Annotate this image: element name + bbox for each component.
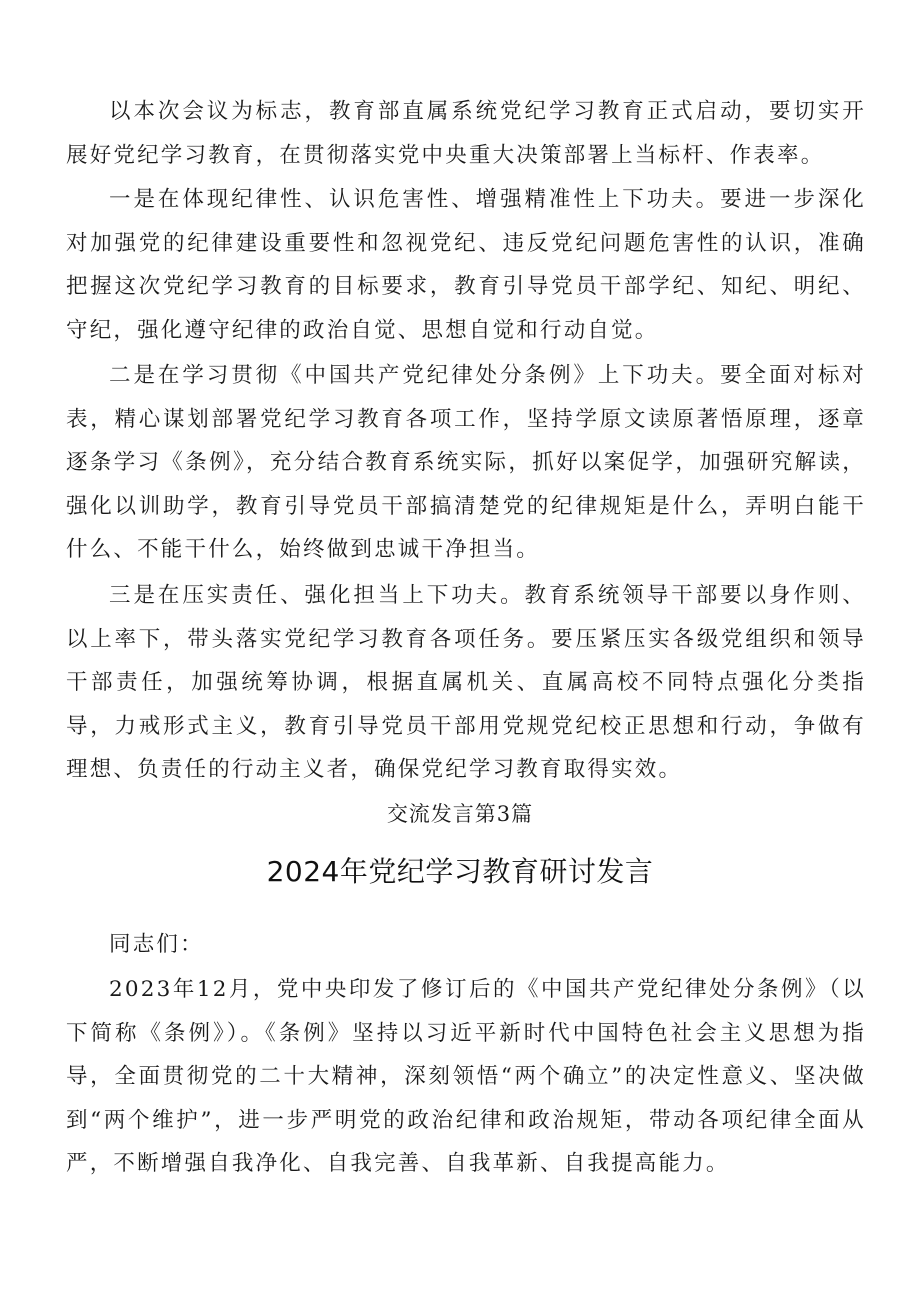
paragraph-block-6 <box>66 968 866 1186</box>
paragraph-block-3 <box>66 354 866 572</box>
section-label: 交流发言第3篇 <box>386 802 534 826</box>
body-paragraph: 一是在体现纪律性、认识危害性、增强精准性上下功夫。要进一步深化对加强党的纪律建设重要性和忽视党纪、违反党纪问题危害性的认识，准确把握这次党纪学习教育的目标要求，教育引导党员干部学纪、知纪、明纪、守纪，强化遵守纪律的政治自觉、思想自觉和行动自觉。 <box>66 187 866 343</box>
paragraph-block-2 <box>66 178 866 352</box>
paragraph-block-1 <box>66 90 866 177</box>
salutation: 同志们： <box>109 932 204 957</box>
body-paragraph: 2023年12月，党中央印发了修订后的《中国共产党纪律处分条例》（以下简称《条例》）。《条例》坚持以习近平新时代中国特色社会主义思想为指导，全面贯彻党的二十大精神，深刻领悟“两个确立”的决定性意义、坚决做到“两个维护”，进一步严明党的政治纪律和政治规矩，带动各项纪律全面从严，不断增强自我净化、自我完善、自我革新、自我提高能力。 <box>66 977 866 1176</box>
document-title: 2024年党纪学习教育研讨发言 <box>266 855 654 888</box>
body-paragraph: 三是在压实责任、强化担当上下功夫。教育系统领导干部要以身作则、以上率下，带头落实党纪学习教育各项任务。要压紧压实各级党组织和领导干部责任，加强统筹协调，根据直属机关、直属高校不同特点强化分类指导，力戒形式主义，教育引导党员干部用党规党纪校正思想和行动，争做有理想、负责任的行动主义者，确保党纪学习教育取得实效。 <box>66 583 866 782</box>
body-paragraph: 以本次会议为标志，教育部直属系统党纪学习教育正式启动，要切实开展好党纪学习教育，在贯彻落实党中央重大决策部署上当标杆、作表率。 <box>66 99 866 168</box>
body-paragraph: 二是在学习贯彻《中国共产党纪律处分条例》上下功夫。要全面对标对表，精心谋划部署党纪学习教育各项工作，坚持学原文读原著悟原理，逐章逐条学习《条例》，充分结合教育系统实际，抓好以案促学，加强研究解读，强化以训助学，教育引导党员干部搞清楚党的纪律规矩是什么，弄明白能干什么、不能干什么，始终做到忠诚干净担当。 <box>66 363 866 562</box>
salutation-block <box>66 923 866 967</box>
paragraph-block-4 <box>66 574 866 792</box>
